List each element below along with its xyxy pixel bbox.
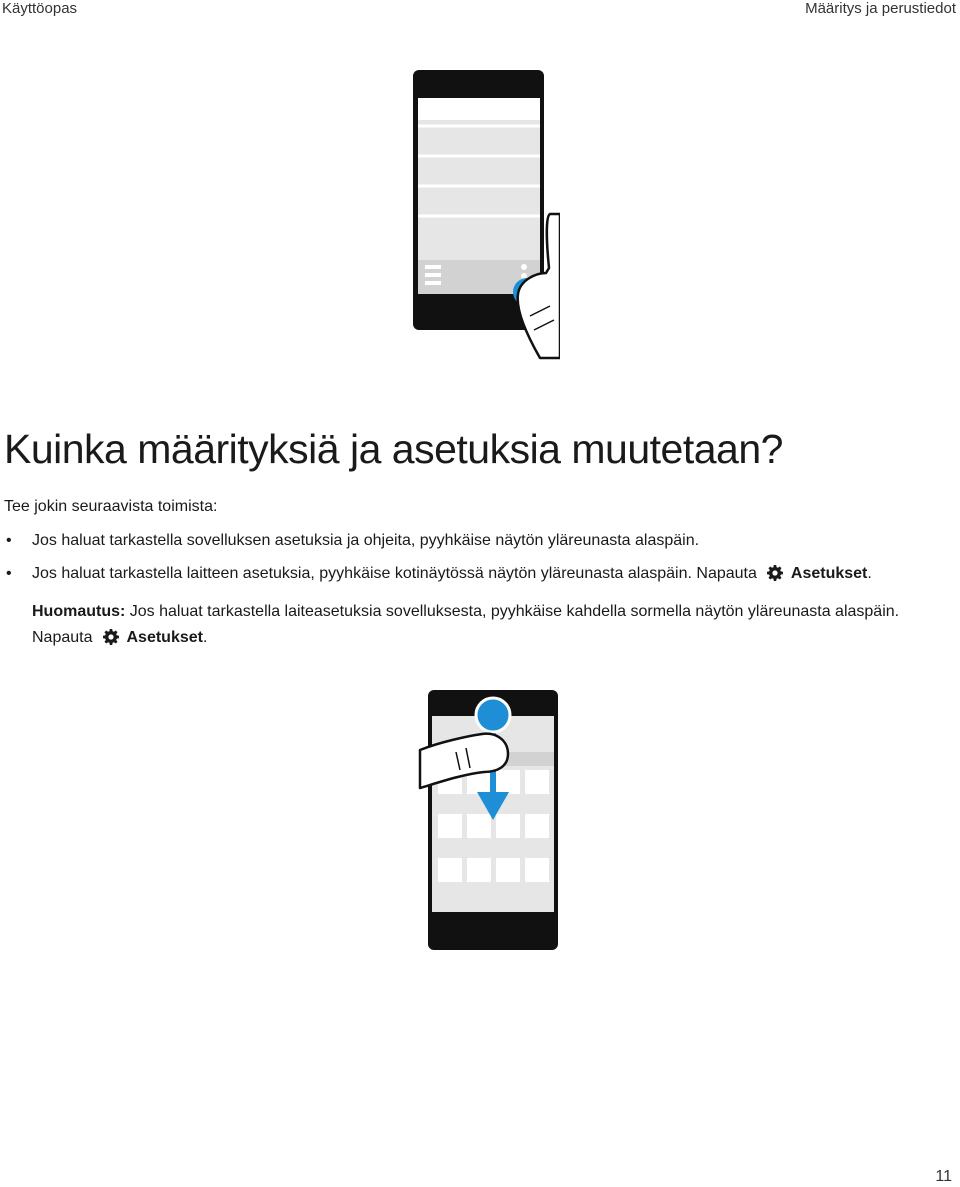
section-title: Kuinka määrityksiä ja asetuksia muutetaan? bbox=[4, 426, 783, 472]
sentence-end: . bbox=[867, 565, 872, 582]
note-block bbox=[32, 599, 952, 651]
intro-text: Tee jokin seuraavista toimista: bbox=[4, 498, 218, 515]
list-item-text: Jos haluat tarkastella laitteen asetuksia, pyyhkäise kotinäytössä näytön yläreunasta alaspäin. Napauta bbox=[32, 565, 757, 582]
list-item-text: Jos haluat tarkastella sovelluksen asetuksia ja ohjeita, pyyhkäise näytön yläreunasta alaspäin. bbox=[32, 532, 700, 549]
list-item bbox=[4, 530, 960, 552]
page-number: 11 bbox=[935, 1168, 952, 1185]
header-doc-title: Käyttöopas bbox=[2, 0, 78, 17]
sentence-end: . bbox=[202, 629, 208, 646]
header-section-title: Määritys ja perustiedot bbox=[805, 0, 956, 17]
touch-point bbox=[476, 698, 510, 732]
hamburger-icon bbox=[425, 265, 441, 285]
list-item bbox=[4, 563, 960, 585]
bullet-marker: • bbox=[6, 565, 12, 582]
settings-label: Asetukset bbox=[126, 629, 203, 646]
instruction-list bbox=[4, 530, 960, 596]
gear-icon bbox=[103, 629, 119, 645]
bullet-marker: • bbox=[6, 532, 12, 549]
illustration-swipe-down bbox=[410, 688, 562, 952]
note-text: Jos haluat tarkastella laiteasetuksia sovelluksesta, pyyhkäise kahdella sormella näytön yläreunasta alaspäin. Napauta bbox=[32, 603, 900, 646]
settings-label: Asetukset bbox=[790, 565, 868, 582]
gear-icon bbox=[767, 565, 783, 581]
note-label: Huomautus: bbox=[32, 603, 126, 620]
illustration-app-menu bbox=[400, 68, 560, 364]
